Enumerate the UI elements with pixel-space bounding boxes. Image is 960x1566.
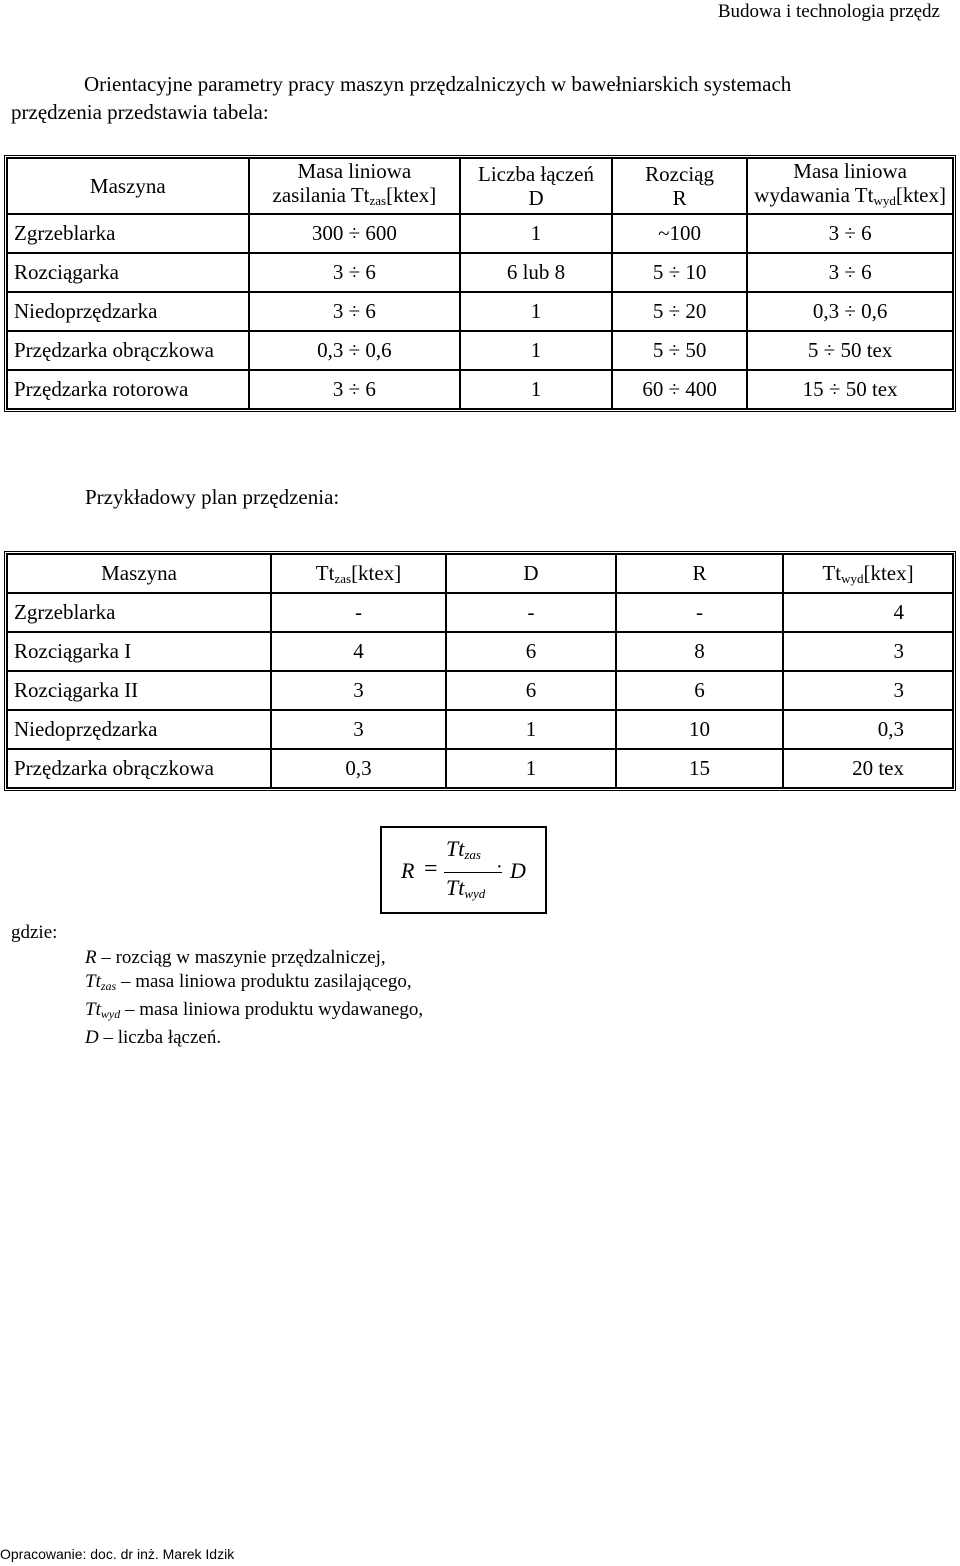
value-cell: 1 (460, 331, 612, 370)
value-cell: 5 ÷ 50 tex (747, 331, 953, 370)
subscript-wyd: wyd (873, 193, 896, 208)
legend-subscript: zas (100, 979, 117, 993)
table-row (7, 253, 953, 292)
formula-lhs: R (401, 858, 415, 883)
value-cell: 1 (460, 292, 612, 331)
formula-den-text: Tt (446, 875, 465, 900)
plan-header-unit: [ktex] (863, 560, 914, 585)
header-liczba-laczen (460, 158, 612, 214)
value-cell: 5 ÷ 20 (612, 292, 747, 331)
value-cell: 6 lub 8 (460, 253, 612, 292)
value-cell: 3 (783, 671, 953, 710)
formula-factor: D (510, 858, 526, 883)
value-cell: 0,3 ÷ 0,6 (249, 331, 461, 370)
machine-name-cell: Przędzarka obrączkowa (7, 749, 271, 788)
value-cell: 6 (616, 671, 783, 710)
machine-name-cell: Przędzarka obrączkowa (7, 331, 249, 370)
plan-header-tt-wyd-pre: Tt (822, 560, 842, 585)
value-cell: 4 (783, 593, 953, 632)
table-row (7, 331, 953, 370)
subscript-wyd: wyd (841, 570, 864, 586)
value-cell: - (616, 593, 783, 632)
value-cell: 0,3 ÷ 0,6 (747, 292, 953, 331)
machine-name-cell: Rozciągarka II (7, 671, 271, 710)
footer-author: Opracowanie: doc. dr inż. Marek Idzik (0, 1546, 235, 1562)
value-cell: 10 (616, 710, 783, 749)
legend-gdzie: gdzie: (11, 922, 58, 943)
subscript-zas: zas (334, 570, 352, 586)
header-rozciag (612, 158, 747, 214)
header-unit-ktex: [ktex] (895, 183, 946, 207)
legend-text: – masa liniowa produktu wydawanego, (120, 999, 424, 1020)
value-cell: 3 (783, 632, 953, 671)
machine-name-cell: Rozciągarka (7, 253, 249, 292)
table-row (7, 214, 953, 253)
legend-item (85, 998, 423, 1026)
table-header-row (7, 554, 953, 593)
value-cell: 3 (271, 710, 446, 749)
formula-den-sub: wyd (464, 886, 486, 901)
formula-num-text: Tt (446, 836, 465, 861)
value-cell: 60 ÷ 400 (612, 370, 747, 409)
table-header-row (7, 158, 953, 214)
table-row (7, 370, 953, 409)
symbol-legend (85, 946, 423, 1050)
legend-symbol: Tt (85, 971, 101, 992)
formula-dot: · (496, 856, 503, 878)
table-row (7, 632, 953, 671)
legend-symbol: Tt (85, 999, 101, 1020)
running-header: Budowa i technologia przędz (717, 1, 940, 22)
legend-symbol: D (85, 1027, 99, 1048)
plan-header-d: D (446, 554, 616, 593)
value-cell: 3 ÷ 6 (249, 253, 461, 292)
header-rozciag-line2: R (672, 186, 687, 210)
legend-text: – rozciąg w maszynie przędzalniczej, (96, 947, 386, 968)
table-row (7, 710, 953, 749)
value-cell: 0,3 (783, 710, 953, 749)
header-masa-zasilania-line2: zasilania Tt (272, 183, 370, 207)
intro-paragraph (11, 70, 941, 126)
value-cell: 6 (446, 671, 616, 710)
value-cell: 5 ÷ 50 (612, 331, 747, 370)
formula-numerator (446, 836, 481, 863)
table-row (7, 292, 953, 331)
header-masa-zasilania-line1: Masa liniowa (297, 159, 412, 183)
value-cell: 3 ÷ 6 (249, 370, 461, 409)
machine-name-cell: Niedoprzędzarka (7, 292, 249, 331)
legend-symbol: R (85, 947, 97, 968)
machine-name-cell: Zgrzeblarka (7, 214, 249, 253)
plan-header-tt-zas-pre: Tt (315, 560, 335, 585)
table-row (7, 671, 953, 710)
value-cell: 5 ÷ 10 (612, 253, 747, 292)
header-liczba-laczen-line2: D (528, 186, 544, 210)
header-maszyna: Maszyna (7, 158, 249, 214)
table-row (7, 749, 953, 788)
machine-name-cell: Przędzarka rotorowa (7, 370, 249, 409)
machine-parameters-table (4, 155, 956, 412)
header-masa-wydawania-line2: wydawania Tt (754, 183, 874, 207)
value-cell: 3 ÷ 6 (747, 253, 953, 292)
value-cell: 20 tex (783, 749, 953, 788)
value-cell: 1 (446, 710, 616, 749)
value-cell: 300 ÷ 600 (249, 214, 461, 253)
plan-header-unit: [ktex] (351, 560, 402, 585)
intro-line-2: przędzenia przedstawia tabela: (11, 100, 269, 124)
draft-ratio-formula (380, 826, 547, 914)
legend-item (85, 946, 423, 970)
legend-item (85, 970, 423, 998)
plan-header-tt-zas (271, 554, 446, 593)
header-masa-zasilania (249, 158, 461, 214)
fraction-bar (444, 872, 502, 873)
value-cell: 1 (446, 749, 616, 788)
legend-text: – liczba łączeń. (98, 1027, 222, 1048)
value-cell: 0,3 (271, 749, 446, 788)
value-cell: 3 (271, 671, 446, 710)
subscript-zas: zas (369, 193, 387, 208)
header-liczba-laczen-line1: Liczba łączeń (478, 162, 595, 186)
value-cell: - (271, 593, 446, 632)
plan-header-r: R (616, 554, 783, 593)
formula-num-sub: zas (464, 847, 481, 862)
plan-title: Przykładowy plan przędzenia: (85, 485, 340, 509)
machine-name-cell: Rozciągarka I (7, 632, 271, 671)
value-cell: 1 (460, 370, 612, 409)
value-cell: 3 ÷ 6 (249, 292, 461, 331)
machine-name-cell: Niedoprzędzarka (7, 710, 271, 749)
value-cell: 8 (616, 632, 783, 671)
table-row (7, 593, 953, 632)
header-rozciag-line1: Rozciąg (645, 162, 714, 186)
formula-denominator (446, 875, 485, 902)
value-cell: 6 (446, 632, 616, 671)
header-unit-ktex: [ktex] (386, 183, 437, 207)
plan-header-maszyna: Maszyna (7, 554, 271, 593)
spinning-plan-table (4, 551, 956, 791)
value-cell: ~100 (612, 214, 747, 253)
plan-header-tt-wyd (783, 554, 953, 593)
value-cell: 15 (616, 749, 783, 788)
header-masa-wydawania-line1: Masa liniowa (793, 159, 907, 183)
header-masa-wydawania (747, 158, 953, 214)
value-cell: - (446, 593, 616, 632)
legend-text: – masa liniowa produktu zasilającego, (116, 971, 412, 992)
value-cell: 4 (271, 632, 446, 671)
legend-subscript: wyd (100, 1007, 121, 1021)
machine-name-cell: Zgrzeblarka (7, 593, 271, 632)
formula-equals: = (424, 856, 438, 882)
legend-item (85, 1026, 423, 1050)
value-cell: 15 ÷ 50 tex (747, 370, 953, 409)
intro-line-1: Orientacyjne parametry pracy maszyn przędzalniczych w bawełniarskich systemach (84, 72, 792, 96)
value-cell: 1 (460, 214, 612, 253)
value-cell: 3 ÷ 6 (747, 214, 953, 253)
